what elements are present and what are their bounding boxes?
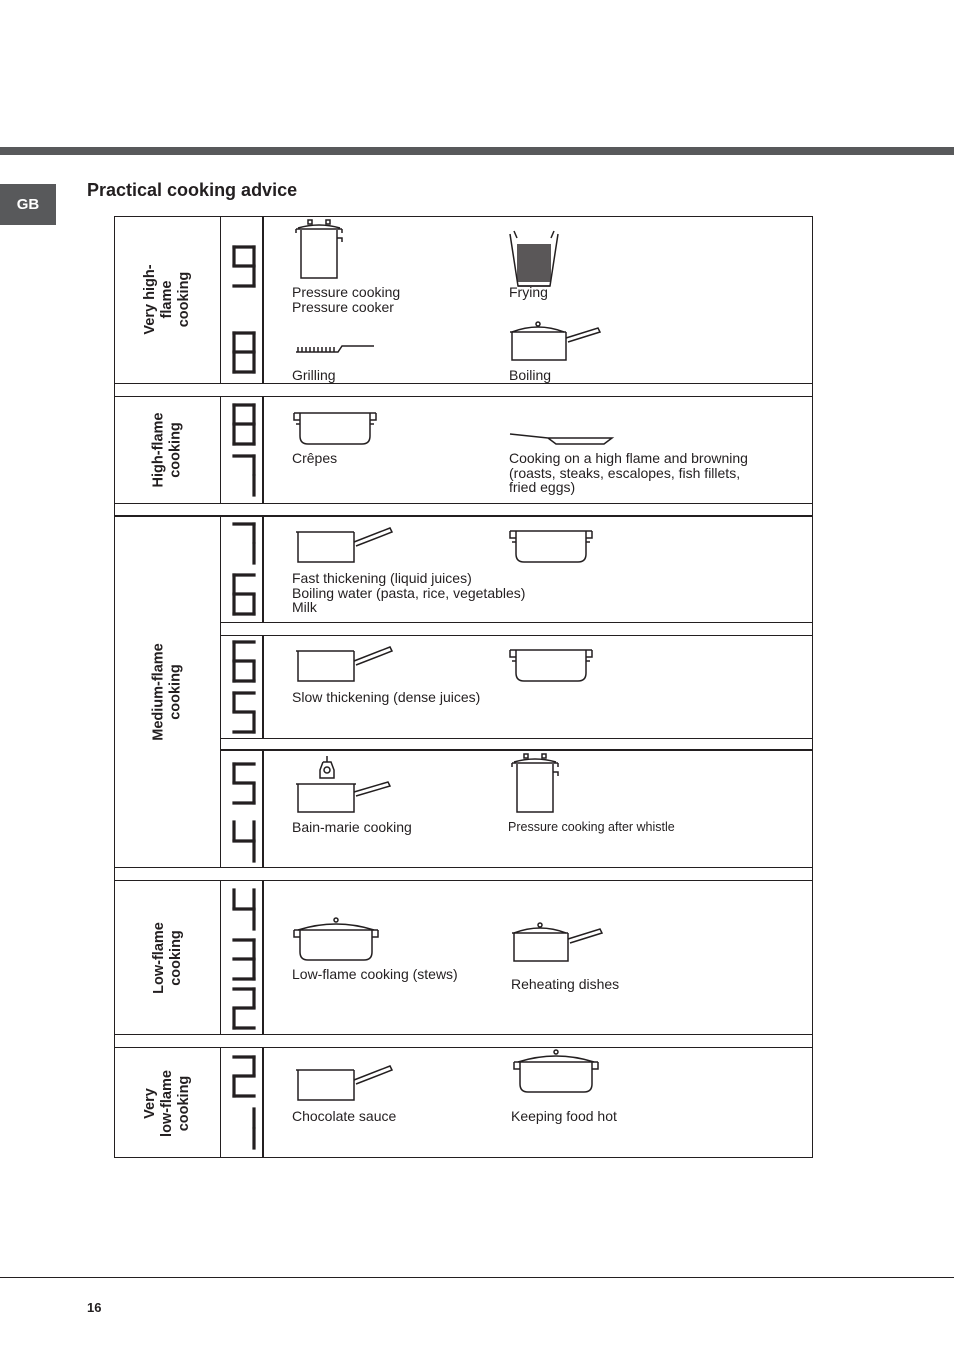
footer-rule <box>0 1277 954 1278</box>
frying-basket-icon <box>508 228 562 290</box>
category-high-flame: High-flame cooking <box>150 412 184 488</box>
level-5-digit <box>231 761 257 806</box>
section-separator <box>114 383 813 397</box>
level-6-digit <box>231 639 257 684</box>
item-keeping-hot: Keeping food hot <box>511 1108 617 1124</box>
item-frying: Frying <box>509 284 548 300</box>
item-reheating: Reheating dishes <box>511 976 620 992</box>
level-8-digit <box>231 330 257 375</box>
language-tab: GB <box>0 184 56 225</box>
item-low-flame-stews: Low-flame cooking (stews) <box>292 966 458 982</box>
item-pressure-after-whistle: Pressure cooking after whistle <box>508 820 675 834</box>
saucepan-icon <box>294 1062 394 1104</box>
item-grilling: Grilling <box>292 367 336 383</box>
level-8-digit <box>231 402 257 447</box>
saucepan-icon <box>294 643 394 685</box>
cooking-advice-table <box>114 216 813 1158</box>
saucepan-icon <box>294 524 394 566</box>
page-number: 16 <box>87 1300 102 1315</box>
stockpot-icon <box>510 752 562 816</box>
row-separator <box>220 622 813 636</box>
level-4-digit <box>231 819 257 864</box>
level-9-digit <box>231 244 257 289</box>
item-fast-thickening: Fast thickening (liquid juices) Boiling water (pasta, rice, vegetables) Milk <box>292 570 526 615</box>
item-chocolate-sauce: Chocolate sauce <box>292 1108 397 1124</box>
casserole-icon <box>508 526 596 566</box>
level-3-digit <box>231 937 257 982</box>
level-7-digit <box>231 453 257 498</box>
saucepan-lid-icon <box>510 921 606 965</box>
level-2-digit <box>231 1054 257 1099</box>
section-separator <box>114 503 813 517</box>
grill-pan-icon <box>294 338 378 356</box>
casserole-icon <box>292 408 380 448</box>
section-separator <box>114 867 813 881</box>
page-title: Practical cooking advice <box>87 180 298 200</box>
casserole-icon <box>508 645 596 685</box>
item-crepes: Crêpes <box>292 450 338 466</box>
pressure-cooker-icon <box>294 218 346 282</box>
category-low-flame: Low-flame cooking <box>150 921 184 994</box>
category-very-high-flame: Very high-flame cooking <box>142 264 192 335</box>
frying-pan-icon <box>508 430 616 448</box>
item-bain-marie: Bain-marie cooking <box>292 819 412 835</box>
item-boiling: Boiling <box>509 367 552 383</box>
category-medium-flame: Medium-flame cooking <box>150 643 184 741</box>
double-boiler-icon <box>294 754 394 816</box>
item-pressure-cooking: Pressure cooking Pressure cooker <box>292 284 401 315</box>
level-7-digit <box>231 521 257 566</box>
section-separator <box>114 1034 813 1048</box>
casserole-lid-icon <box>292 916 382 964</box>
level-6-digit <box>231 572 257 617</box>
row-separator <box>220 738 813 751</box>
casserole-lid-icon <box>512 1048 602 1096</box>
item-browning: Cooking on a high flame and browning (roasts, steaks, escalopes, fish fillets, fried eggs) <box>509 450 748 495</box>
level-5-digit <box>231 690 257 735</box>
header-rule <box>0 147 954 155</box>
item-slow-thickening: Slow thickening (dense juices) <box>292 689 481 705</box>
level-4-digit <box>231 887 257 932</box>
level-1-digit <box>231 1106 257 1151</box>
category-very-low-flame: Very low-flame cooking <box>142 1069 192 1137</box>
level-2-digit <box>231 986 257 1031</box>
saucepan-lid-icon <box>508 320 604 364</box>
